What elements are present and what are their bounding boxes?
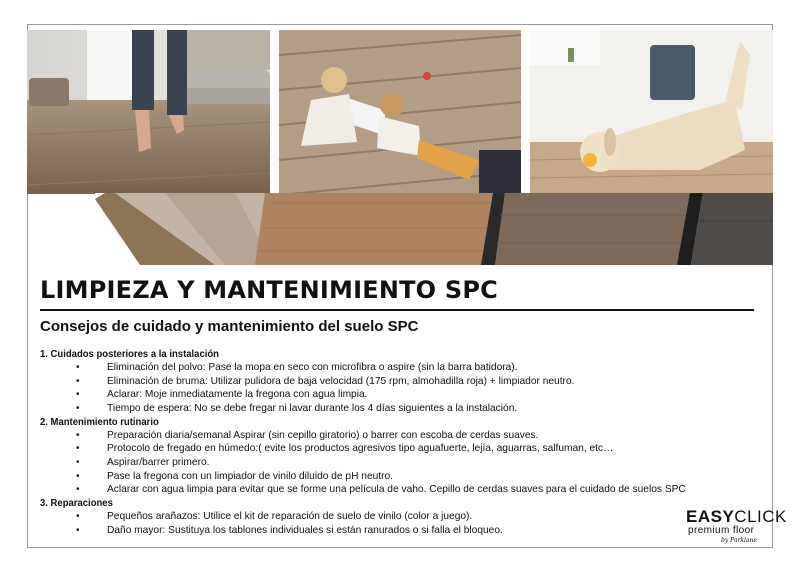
logo-brand-light: CLICK <box>734 507 787 526</box>
list-item-text: Eliminación del polvo: Pase la mopa en seco con microfibra o aspire (sin la barra batidora). <box>107 362 518 374</box>
bullet-icon: • <box>76 402 80 414</box>
list-item <box>40 456 740 470</box>
logo-brand-bold: EASY <box>686 507 735 526</box>
bullet-icon: • <box>76 484 80 496</box>
photo-dog-playing <box>530 30 773 194</box>
list-item <box>40 375 740 389</box>
list-item <box>40 388 740 402</box>
list-item-text: Protocolo de fregado en húmedo:( evite los productos agresivos tipo aguafuerte, lejía, aguarras, salfuman, etc… <box>107 443 614 455</box>
list-item-text: Daño mayor: Sustituya los tablones individuales si están ranurados o si falla el bloqueo. <box>107 524 503 536</box>
bullet-icon: • <box>76 456 80 468</box>
care-instructions <box>40 348 740 537</box>
list-item-text: Preparación diaria/semanal Aspirar (sin cepillo giratorio) o barrer con escoba de cerdas suaves. <box>107 429 539 441</box>
list-item-text: Tiempo de espera: No se debe fregar ni lavar durante los 4 días siguientes a la instalación. <box>107 402 518 414</box>
logo-wordmark <box>686 507 787 527</box>
list-item <box>40 510 740 524</box>
photo-person-walking <box>27 30 270 194</box>
list-item <box>40 470 740 484</box>
section-heading: 2. Mantenimiento rutinario <box>40 416 159 428</box>
list-item-text: Pequeños arañazos: Utilice el kit de reparación de suelo de vinilo (color a juego). <box>107 510 473 522</box>
bullet-icon: • <box>76 389 80 401</box>
section-heading: 3. Reparaciones <box>40 497 113 509</box>
list-item-text: Aspirar/barrer primero. <box>107 456 210 468</box>
title-divider <box>40 309 754 311</box>
bullet-icon: • <box>76 429 80 441</box>
flooring-samples <box>95 193 773 265</box>
page-title: LIMPIEZA Y MANTENIMIENTO SPC <box>40 276 498 304</box>
list-item-text: Pase la fregona con un limpiador de vinilo diluido de pH neutro. <box>107 470 393 482</box>
bullet-icon: • <box>76 443 80 455</box>
list-item-text: Eliminación de bruma: Utilizar pulidora de baja velocidad (175 rpm, almohadilla roja) + limpiador neutro. <box>107 375 575 387</box>
list-item <box>40 524 740 538</box>
bullet-icon: • <box>76 470 80 482</box>
bullet-icon: • <box>76 524 80 536</box>
logo-tagline: premium floor <box>688 525 755 536</box>
photo-children-drawing <box>279 30 521 194</box>
list-item-text: Aclarar: Moje inmediatamente la fregona con agua limpia. <box>107 389 368 401</box>
page-subtitle: Consejos de cuidado y mantenimiento del suelo SPC <box>40 318 419 335</box>
list-item <box>40 361 740 375</box>
list-item-text: Aclarar con agua limpia para evitar que se forme una película de vaho. Cepillo de cerdas suaves para el cuidado de suelos SPC <box>107 484 686 496</box>
bullet-icon: • <box>76 362 80 374</box>
logo-signature: by Parklane <box>721 537 757 544</box>
list-item <box>40 402 740 416</box>
bullet-icon: • <box>76 375 80 387</box>
brand-logo <box>686 507 787 547</box>
list-item <box>40 442 740 456</box>
list-item <box>40 483 740 497</box>
list-item <box>40 429 740 443</box>
bullet-icon: • <box>76 510 80 522</box>
section-heading: 1. Cuidados posteriores a la instalación <box>40 349 219 360</box>
